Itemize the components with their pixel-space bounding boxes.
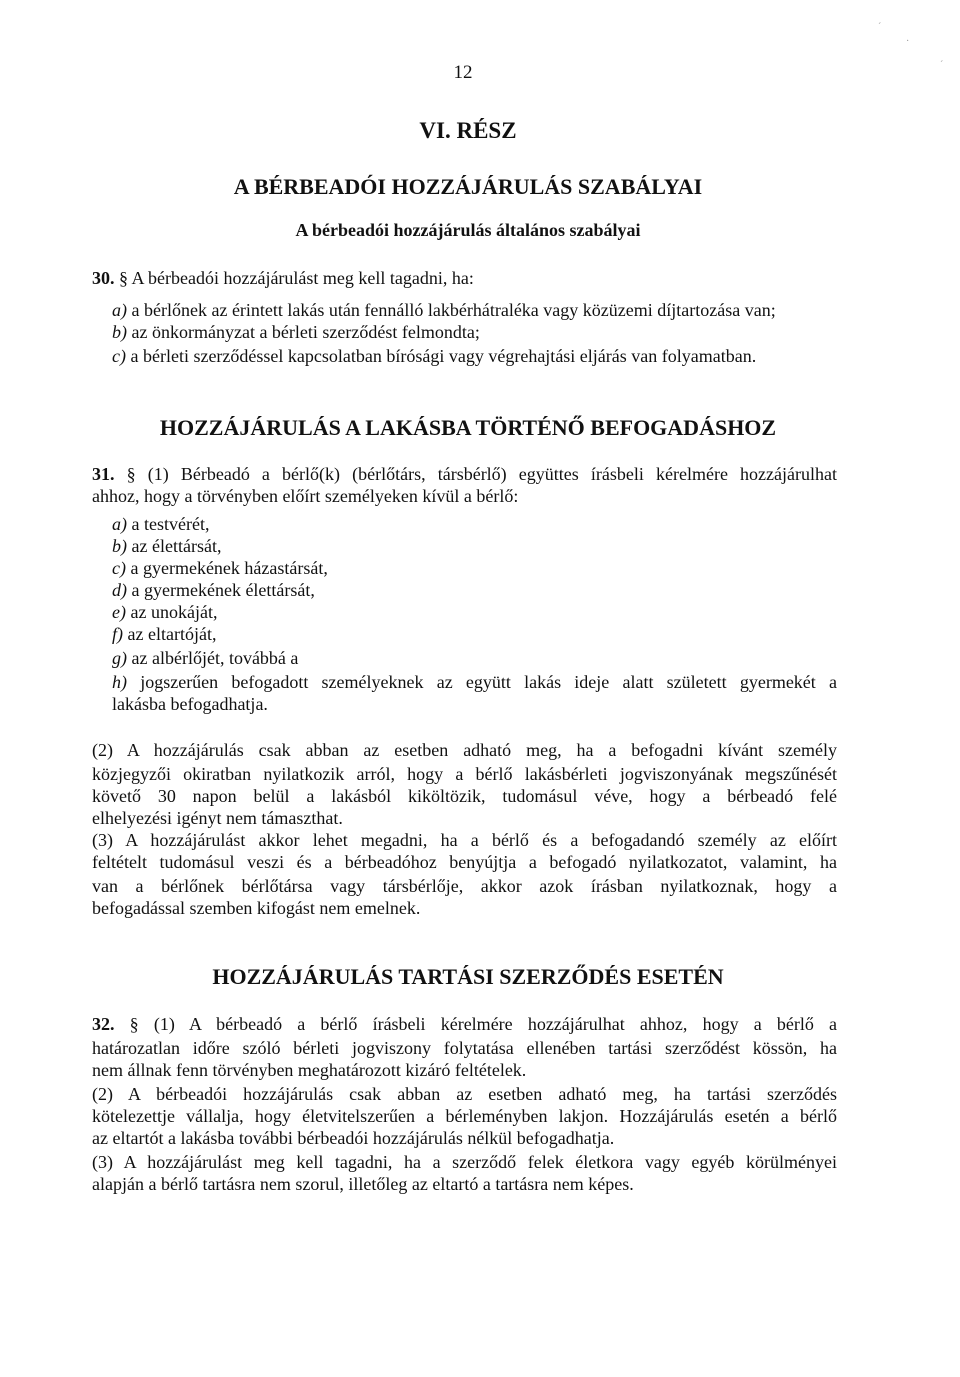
s30-item-a: a) a bérlőnek az érintett lakás után fennálló lakbérhátraléka vagy közüzemi díjtartozása van;: [112, 300, 776, 320]
scan-mark: ·: [906, 36, 910, 47]
s32-p2-line1: (2) A bérbeadói hozzájárulás csak abban az esetben adható meg, ha tartási szerződés: [92, 1084, 837, 1104]
s31-p2-line2: közjegyzői okiratban nyilatkozik arról, hogy a bérlő lakásbérleti jogviszonyának megszűnését: [92, 764, 837, 784]
s31-p3-line3: van a bérlőnek bérlőtársa vagy társbérlője, akkor azok írásban nyilatkoznak, hogy a: [92, 876, 837, 896]
s30-item-b: b) az önkormányzat a bérleti szerződést felmondta;: [112, 322, 480, 342]
s30-item-c: c) a bérleti szerződéssel kapcsolatban bírósági vagy végrehajtási eljárás van folyamatban.: [112, 346, 757, 366]
s31-item-b: b) az élettársát,: [112, 536, 222, 556]
s31-p3-line1: (3) A hozzájárulást akkor lehet megadni, ha a bérlő és a befogadandó személy az előírt: [92, 830, 837, 850]
s31-item-d: d) a gyermekének élettársát,: [112, 580, 315, 600]
s31-item-h-line2: lakásba befogadhatja.: [112, 694, 268, 714]
s31-item-a: a) a testvérét,: [112, 514, 210, 534]
scan-mark: ˊ: [878, 22, 882, 33]
s31-item-e: e) az unokáját,: [112, 602, 218, 622]
s32-p1-line3: nem állnak fenn törvényben meghatározott kizáró feltételek.: [92, 1060, 527, 1080]
s32-p2-line3: az eltartót a lakásba további bérbeadói hozzájárulás nélkül befogadhatja.: [92, 1128, 615, 1148]
s30-intro: [92, 268, 837, 288]
s31-p3-line4: befogadással szemben kifogást nem emelnek.: [92, 898, 421, 918]
s31-p1-line2: ahhoz, hogy a törvényben előírt személyeken kívül a bérlő:: [92, 486, 519, 506]
section-number: 30.: [92, 268, 115, 288]
part-label: VI. RÉSZ: [419, 118, 517, 143]
scan-mark: ˊ: [940, 60, 944, 71]
s32-p2-line2: kötelezettje vállalja, hogy életvitelszerűen a bérleményben lakjon. Hozzájárulás esetén a bérlő: [92, 1106, 837, 1126]
s31-p1-line1: 31. § (1) Bérbeadó a bérlő(k) (bérlőtárs, társbérlő) együttes írásbeli kérelmére hozzájárulhat: [92, 464, 837, 484]
section-number: 32.: [92, 1014, 115, 1034]
s31-item-g: g) az albérlőjét, továbbá a: [112, 648, 299, 668]
s32-p1-line2: határozatlan időre szóló bérleti jogviszony folytatása ellenében tartási szerződést kössön, ha: [92, 1038, 837, 1058]
s31-p2-line1: (2) A hozzájárulás csak abban az esetben adható meg, ha a befogadni kívánt személy: [92, 740, 837, 760]
section-subtitle: A bérbeadói hozzájárulás általános szabályai: [295, 220, 641, 240]
s31-item-c: c) a gyermekének házastársát,: [112, 558, 328, 578]
s32-p1-line1: 32. § (1) A bérbeadó a bérlő írásbeli kérelmére hozzájárulhat ahhoz, hogy a bérlő a: [92, 1014, 838, 1034]
s31-p2-line3: követő 30 napon belül a lakásból kiköltözik, tudomásul véve, hogy a bérbeadó felé: [92, 786, 837, 806]
s32-p3-line1: (3) A hozzájárulást meg kell tagadni, ha a szerződő felek életkora vagy egyéb körülményei: [92, 1152, 837, 1172]
s31-p3-line2: feltételt tudomásul veszi és a bérbeadóhoz benyújtja a befogadó nyilatkozatot, valamint, ha: [92, 852, 837, 872]
heading-befogadas: HOZZÁJÁRULÁS A LAKÁSBA TÖRTÉNŐ BEFOGADÁSHOZ: [159, 415, 777, 440]
heading-tartasi: HOZZÁJÁRULÁS TARTÁSI SZERZŐDÉS ESETÉN: [212, 964, 724, 989]
page-number: 12: [453, 62, 473, 83]
s30-intro-text: § A bérbeadói hozzájárulást meg kell tagadni, ha:: [119, 268, 474, 288]
s32-p3-line2: alapján a bérlő tartásra nem szorul, illetőleg az eltartó a tartásra nem képes.: [92, 1174, 634, 1194]
s31-item-h-line1: h) jogszerűen befogadott személyeknek az együtt lakás ideje alatt született gyermekét a: [112, 672, 837, 692]
s31-item-f: f) az eltartóját,: [112, 624, 217, 644]
s31-p2-line4: elhelyezési igényt nem támaszthat.: [92, 808, 343, 828]
part-title: A BÉRBEADÓI HOZZÁJÁRULÁS SZABÁLYAI: [233, 174, 703, 199]
section-number: 31.: [92, 464, 115, 484]
